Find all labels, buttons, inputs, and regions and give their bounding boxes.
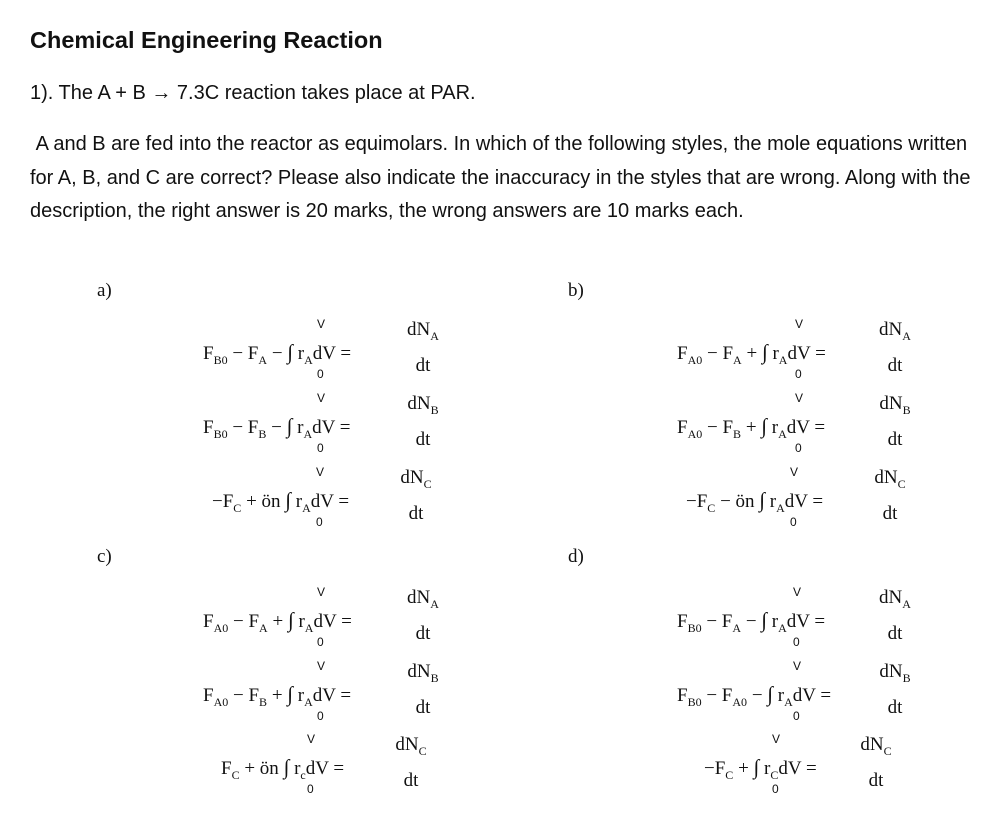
option-b-label: b) (568, 280, 584, 301)
derivative-fraction (394, 466, 438, 526)
differential: dV = (312, 343, 352, 364)
rate-subscript: A (778, 620, 787, 635)
numerator-text: dN (879, 587, 903, 608)
fraction-numerator (394, 466, 438, 490)
integral-upper-limit: V (793, 585, 802, 599)
option-b-equation-2 (677, 392, 967, 454)
fraction-denominator: dt (415, 429, 431, 450)
integral-lower-limit: 0 (307, 782, 314, 796)
rate-symbol: r (293, 343, 305, 364)
term-subscript: B0 (687, 620, 702, 635)
numerator-subscript: B (902, 670, 911, 685)
fraction-denominator: dt (887, 429, 903, 450)
fraction-denominator: dt (403, 770, 419, 791)
derivative-fraction (873, 586, 917, 646)
term-subscript: A (258, 352, 268, 367)
term-subscript: B0 (213, 426, 228, 441)
integral-upper-limit: V (317, 585, 326, 599)
term-subscript: B (733, 426, 742, 441)
term-subscript: B (258, 426, 267, 441)
term: F (203, 417, 214, 438)
term: − F (228, 611, 260, 632)
numerator-text: dN (395, 734, 419, 755)
term: + ön (239, 758, 284, 779)
rate-symbol: r (765, 491, 777, 512)
integral-sign: ∫ (759, 488, 766, 512)
option-b-equation-3 (686, 466, 976, 528)
numerator-text: dN (407, 319, 431, 340)
term-subscript: B0 (213, 352, 228, 367)
term: F (677, 417, 688, 438)
rate-subscript: A (303, 426, 313, 441)
rate-subscript: A (778, 426, 787, 441)
term-subscript: A0 (213, 694, 229, 709)
integral-sign: ∫ (287, 682, 294, 706)
term: −F (704, 758, 726, 779)
numerator-subscript: A (430, 328, 439, 343)
term-subscript: C (231, 767, 240, 782)
fraction-denominator: dt (882, 503, 898, 524)
differential: dV = (313, 611, 352, 632)
integral-lower-limit: 0 (317, 367, 324, 381)
integral-upper-limit: V (790, 465, 799, 479)
integral-lower-limit: 0 (793, 635, 800, 649)
fraction-numerator (873, 392, 917, 416)
fraction-denominator: dt (415, 355, 431, 376)
numerator-subscript: A (902, 596, 911, 611)
numerator-subscript: C (897, 476, 906, 491)
numerator-subscript: B (430, 402, 439, 417)
term: F (221, 758, 232, 779)
integral-upper-limit: V (793, 659, 802, 673)
fraction-numerator (401, 586, 445, 610)
differential: dV = (305, 758, 345, 779)
fraction-denominator: dt (415, 697, 431, 718)
derivative-fraction (868, 466, 912, 526)
numerator-text: dN (860, 734, 884, 755)
numerator-text: dN (879, 393, 903, 414)
numerator-subscript: B (430, 670, 439, 685)
rate-symbol: r (773, 685, 785, 706)
page-title: Chemical Engineering Reaction (30, 27, 383, 53)
term: F (677, 343, 688, 364)
term-subscript: C (233, 500, 242, 515)
term: F (203, 611, 214, 632)
integral-lower-limit: 0 (790, 515, 797, 529)
fraction-denominator: dt (868, 770, 884, 791)
term-subscript: A0 (687, 426, 703, 441)
fraction-denominator: dt (887, 355, 903, 376)
integral-upper-limit: V (795, 317, 804, 331)
derivative-fraction (401, 586, 445, 646)
option-b-equation-1 (677, 318, 967, 380)
option-a-equation-2 (203, 392, 493, 454)
integral-upper-limit: V (307, 732, 316, 746)
fraction-denominator: dt (887, 623, 903, 644)
rate-subscript: A (302, 500, 311, 515)
term-subscript: B (259, 694, 268, 709)
rate-subscript: A (304, 352, 313, 367)
term-subscript: C (707, 500, 716, 515)
operator: + (741, 417, 762, 438)
differential: dV = (792, 685, 832, 706)
numerator-text: dN (879, 319, 903, 340)
integral-sign: ∫ (761, 608, 768, 632)
derivative-fraction (854, 733, 898, 793)
option-a-equation-1 (203, 318, 493, 380)
term: − F (227, 417, 259, 438)
rate-symbol: r (767, 611, 779, 632)
integral-upper-limit: V (317, 659, 326, 673)
term-subscript: A (259, 620, 268, 635)
option-d-equation-3 (704, 733, 992, 795)
term: − F (228, 685, 260, 706)
numerator-subscript: C (418, 743, 427, 758)
differential: dV = (312, 417, 351, 438)
numerator-text: dN (407, 661, 431, 682)
fraction-numerator (401, 660, 445, 684)
operator: − (747, 685, 768, 706)
numerator-text: dN (407, 393, 431, 414)
rate-subscript: A (778, 352, 788, 367)
term: F (677, 611, 688, 632)
integral-lower-limit: 0 (795, 367, 802, 381)
rate-subscript: A (304, 694, 313, 709)
integral-upper-limit: V (316, 465, 325, 479)
integral-sign: ∫ (283, 755, 290, 779)
option-c-equation-2 (203, 660, 493, 722)
numerator-subscript: B (902, 402, 911, 417)
differential: dV = (786, 611, 826, 632)
derivative-fraction (389, 733, 433, 793)
fraction-numerator (873, 318, 917, 342)
term: F (677, 685, 688, 706)
term-subscript: A (733, 352, 742, 367)
rate-symbol: r (292, 417, 304, 438)
integral-lower-limit: 0 (795, 441, 802, 455)
term-subscript: A0 (213, 620, 229, 635)
rate-symbol: r (289, 758, 301, 779)
rate-subscript: A (776, 500, 785, 515)
integral-upper-limit: V (317, 317, 326, 331)
term: F (203, 343, 214, 364)
numerator-text: dN (407, 587, 431, 608)
rate-subscript: C (770, 767, 779, 782)
integral-sign: ∫ (287, 608, 294, 632)
question-paragraph (30, 128, 980, 229)
term-subscript: B0 (687, 694, 702, 709)
rate-subscript: A (784, 694, 793, 709)
integral-upper-limit: V (795, 391, 804, 405)
term-subscript: A0 (732, 694, 748, 709)
option-d-equation-2 (677, 660, 967, 722)
term: −F (212, 491, 234, 512)
numerator-subscript: C (423, 476, 432, 491)
numerator-text: dN (879, 661, 903, 682)
rate-symbol: r (293, 685, 305, 706)
numerator-text: dN (874, 467, 898, 488)
differential: dV = (312, 685, 352, 706)
fraction-denominator: dt (415, 623, 431, 644)
integral-sign: ∫ (767, 682, 774, 706)
option-d-equation-1 (677, 586, 967, 648)
rate-symbol: r (291, 491, 303, 512)
rate-symbol: r (293, 611, 305, 632)
integral-lower-limit: 0 (772, 782, 779, 796)
integral-lower-limit: 0 (793, 709, 800, 723)
operator: − (266, 417, 287, 438)
term: − F (701, 611, 733, 632)
operator: − (267, 343, 288, 364)
integral-sign: ∫ (761, 340, 768, 364)
rate-subscript: A (304, 620, 314, 635)
operator: + (267, 611, 288, 632)
fraction-denominator: dt (408, 503, 424, 524)
fraction-numerator (873, 660, 917, 684)
option-a-equation-3 (212, 466, 502, 528)
integral-sign: ∫ (285, 488, 292, 512)
differential: dV = (310, 491, 350, 512)
integral-lower-limit: 0 (317, 709, 324, 723)
option-d-label: d) (568, 546, 584, 567)
differential: dV = (786, 417, 826, 438)
integral-sign: ∫ (761, 414, 768, 438)
integral-upper-limit: V (317, 391, 326, 405)
term-subscript: A0 (687, 352, 703, 367)
term: − ön (715, 491, 760, 512)
rate-symbol: r (759, 758, 771, 779)
numerator-text: dN (400, 467, 424, 488)
operator: + (741, 343, 762, 364)
differential: dV = (784, 491, 824, 512)
term: − F (702, 343, 734, 364)
fraction-numerator (873, 586, 917, 610)
option-c-equation-1 (203, 586, 493, 648)
option-c-equation-3 (221, 733, 511, 795)
fraction-denominator: dt (887, 697, 903, 718)
option-a-label: a) (97, 280, 112, 301)
rate-symbol: r (767, 417, 779, 438)
numerator-subscript: C (883, 743, 892, 758)
differential: dV = (778, 758, 817, 779)
term: − F (701, 685, 733, 706)
integral-sign: ∫ (286, 414, 293, 438)
fraction-numerator (389, 733, 433, 757)
integral-lower-limit: 0 (317, 635, 324, 649)
term: + (733, 758, 754, 779)
derivative-fraction (401, 392, 445, 452)
term: − F (702, 417, 734, 438)
question-line: 1). The A + B → 7.3C reaction takes place at PAR. (30, 82, 476, 104)
rate-symbol: r (767, 343, 779, 364)
term: − F (227, 343, 259, 364)
differential: dV = (787, 343, 826, 364)
fraction-numerator (401, 392, 445, 416)
term-subscript: C (725, 767, 734, 782)
numerator-subscript: A (902, 328, 911, 343)
option-c-label: c) (97, 546, 112, 567)
derivative-fraction (873, 318, 917, 378)
integral-lower-limit: 0 (317, 441, 324, 455)
integral-sign: ∫ (753, 755, 760, 779)
fraction-numerator (854, 733, 898, 757)
numerator-subscript: A (430, 596, 439, 611)
fraction-numerator (868, 466, 912, 490)
operator: − (741, 611, 762, 632)
term: −F (686, 491, 708, 512)
derivative-fraction (401, 660, 445, 720)
term: + ön (241, 491, 286, 512)
integral-upper-limit: V (772, 732, 781, 746)
operator: + (267, 685, 288, 706)
derivative-fraction (873, 660, 917, 720)
derivative-fraction (873, 392, 917, 452)
derivative-fraction (401, 318, 445, 378)
fraction-numerator (401, 318, 445, 342)
term-subscript: A (732, 620, 742, 635)
integral-lower-limit: 0 (316, 515, 323, 529)
question-paragraph-text: A and B are fed into the reactor as equimolars. In which of the following styles, the mole equations written for A, B, and C are correct? Please also indicate the inaccuracy in the styles that are wrong. Along with the description, the right answer is 20 marks, the wrong answers are 10 marks each. (30, 133, 971, 222)
integral-sign: ∫ (287, 340, 294, 364)
term: F (203, 685, 214, 706)
rate-subscript: c (300, 767, 306, 782)
